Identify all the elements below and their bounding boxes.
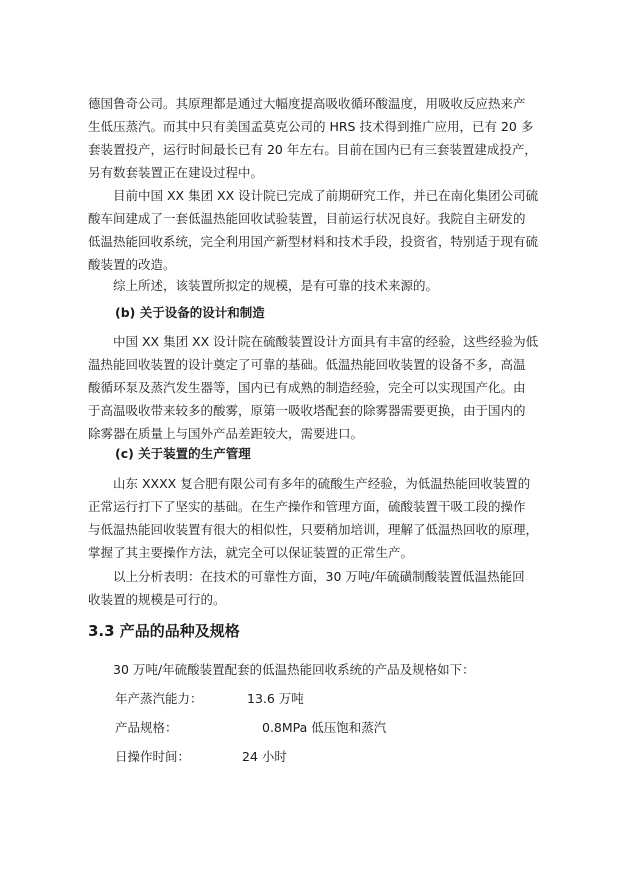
- text-line: 酸装置的改造。: [88, 257, 176, 272]
- spec-row-daily-operation: [115, 747, 287, 767]
- text-line: 于高温吸收带来较多的酸雾，原第一吸收塔配套的除雾器需要更换，由于国内的: [88, 403, 526, 418]
- section-heading: 3.3 产品的品种及规格: [88, 622, 240, 640]
- text-line: 收装置的规模是可行的。: [88, 592, 226, 607]
- text-line: 德国鲁奇公司。其原理都是通过大幅度提高吸收循环酸温度，用吸收反应热来产: [88, 96, 526, 111]
- text-line: 目前中国 XX 集团 XX 设计院已完成了前期研究工作，并已在南化集团公司硫: [113, 188, 539, 203]
- spec-value: 13.6 万吨: [247, 691, 304, 706]
- text-line: 中国 XX 集团 XX 设计院在硫酸装置设计方面具有丰富的经验，这些经验为低: [113, 334, 539, 349]
- paragraph-technology-source: [88, 92, 536, 184]
- subheading-production-management: (c) 关于装置的生产管理: [115, 446, 251, 461]
- spec-label: 日操作时间：: [115, 749, 191, 764]
- text-line: 与低温热能回收装置有很大的相似性，只要稍加培训，理解了低温热回收的原理，: [88, 522, 539, 537]
- text-line: 掌握了其主要操作方法，就完全可以保证装置的正常生产。: [88, 545, 414, 560]
- spec-row-steam-capacity: [115, 689, 304, 709]
- spec-label: 产品规格：: [115, 720, 178, 735]
- text-line: 除雾器在质量上与国外产品差距较大，需要进口。: [88, 426, 364, 441]
- paragraph-conclusion: [88, 565, 536, 611]
- text-line: 30 万吨/年硫酸装置配套的低温热能回收系统的产品及规格如下：: [113, 662, 475, 677]
- text-line: 酸车间建成了一套低温热能回收试验装置，目前运行状况良好。我院自主研发的: [88, 211, 526, 226]
- subheading-equipment-design: (b) 关于设备的设计和制造: [115, 305, 265, 320]
- text-line: 低温热能回收系统，完全利用国产新型材料和技术手段，投资省，特别适于现有硫: [88, 234, 539, 249]
- text-line: 生低压蒸汽。而其中只有美国孟莫克公司的 HRS 技术得到推广应用，已有 20 多: [88, 119, 534, 134]
- spec-value: 0.8MPa 低压饱和蒸汽: [262, 720, 387, 735]
- spec-value: 24 小时: [242, 749, 287, 764]
- text-line: 综上所述，该装置所拟定的规模，是有可靠的技术来源的。: [113, 278, 439, 293]
- spec-label: 年产蒸汽能力：: [115, 691, 203, 706]
- text-line: 套装置投产，运行时间最长已有 20 年左右。目前在国内已有三套装置建成投产，: [88, 142, 537, 157]
- section-intro: [88, 658, 536, 681]
- paragraph-production-management: [88, 472, 539, 564]
- paragraph-summary: [88, 274, 536, 297]
- text-line: 另有数套装置正在建设过程中。: [88, 165, 264, 180]
- paragraph-equipment-design: [88, 330, 539, 445]
- paragraph-domestic-research: [88, 184, 539, 276]
- text-line: 温热能回收装置的设计奠定了可靠的基础。低温热能回收装置的设备不多，高温: [88, 357, 526, 372]
- text-line: 山东 XXXX 复合肥有限公司有多年的硫酸生产经验，为低温热能回收装置的: [113, 476, 531, 491]
- text-line: 酸循环泵及蒸汽发生器等，国内已有成熟的制造经验，完全可以实现国产化。由: [88, 380, 526, 395]
- spec-row-product-spec: [115, 718, 387, 738]
- text-line: 正常运行打下了坚实的基础。在生产操作和管理方面，硫酸装置干吸工段的操作: [88, 499, 526, 514]
- text-line: 以上分析表明：在技术的可靠性方面，30 万吨/年硫磺制酸装置低温热能回: [113, 569, 525, 584]
